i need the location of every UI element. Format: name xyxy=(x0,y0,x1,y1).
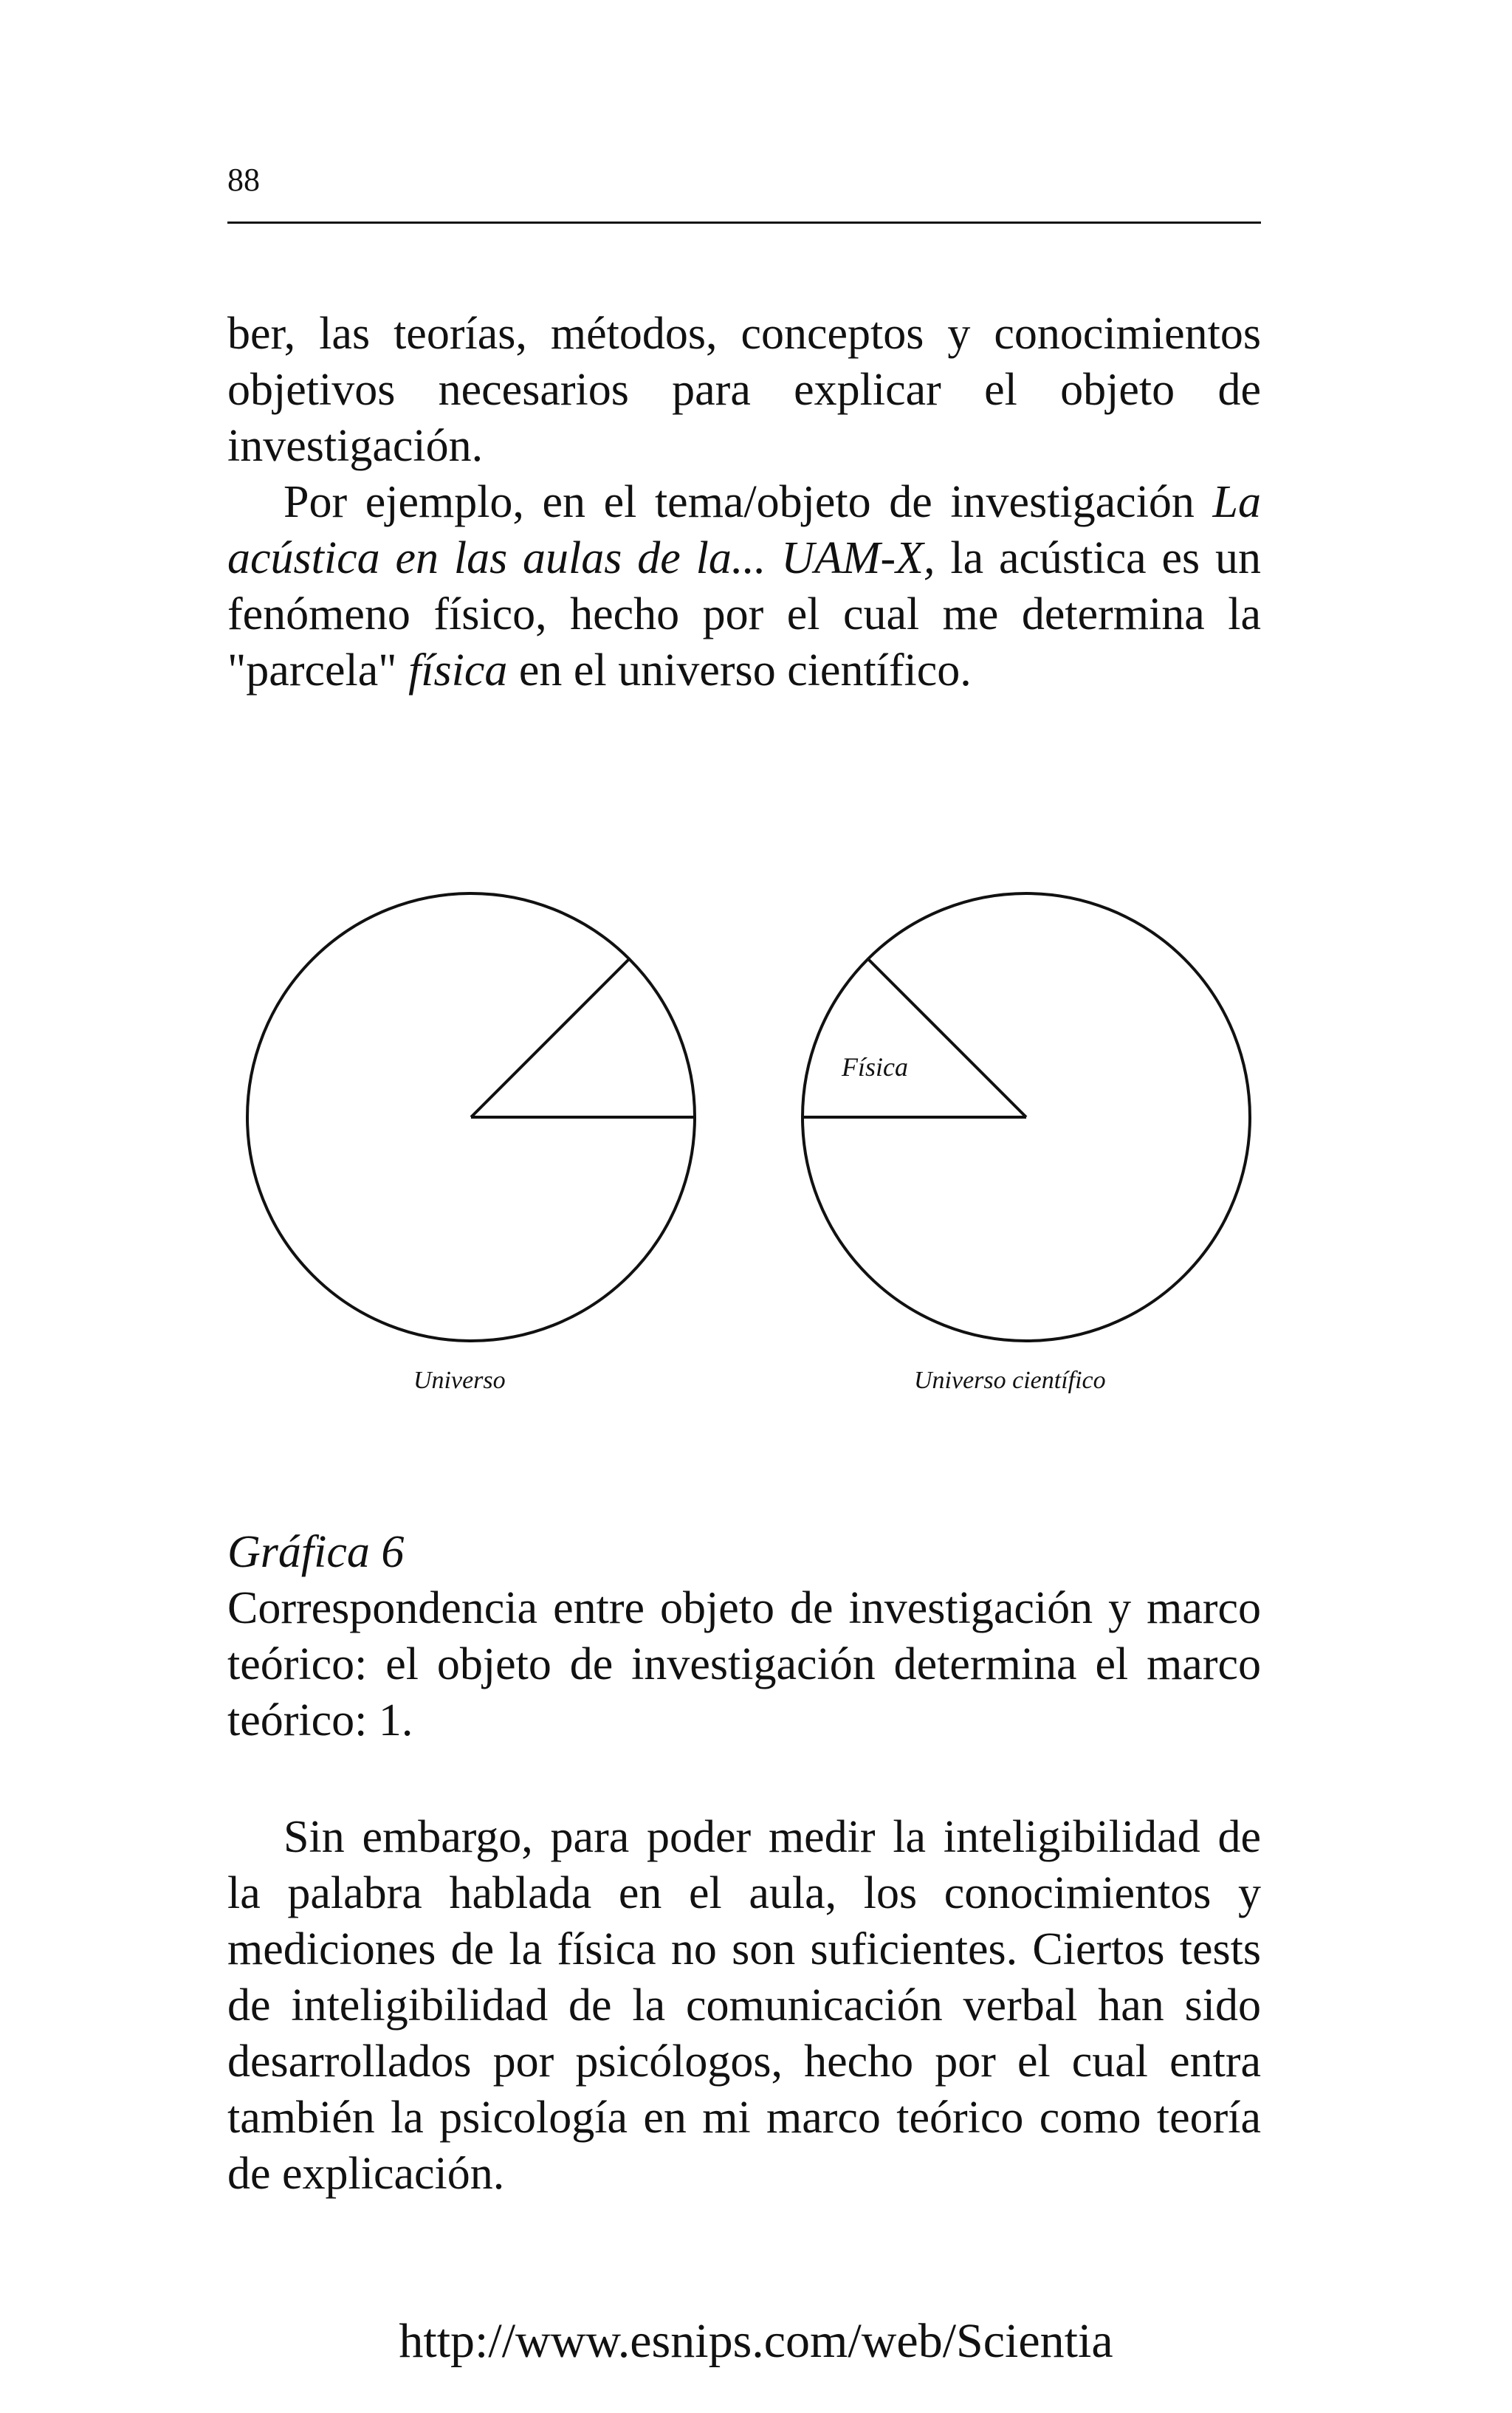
paragraph-3: Sin embargo, para poder medir la inteligibilidad de la palabra hablada en el aula, los conocimientos y mediciones de la física no son suficientes. Ciertos tests de inteligibilidad de la comunicación verbal han sido desarrollados por psicólogos, hecho por el cual entra también la psicología en mi marco teórico como teoría de explicación. xyxy=(227,1812,1261,2199)
paragraph-2 xyxy=(227,474,1261,698)
figure-caption xyxy=(227,1524,1261,1748)
physics-slice-label: Física xyxy=(842,1052,908,1082)
paragraph-2-middle: la acústica es un fenómeno físico, hecho por el cual me determina la "parcela" xyxy=(227,533,1261,696)
figure-universe-diagram xyxy=(0,871,1512,1403)
paragraph-2-italic-title: La acústica en las aulas de la... UAM-X, xyxy=(227,477,1261,583)
universe-label: Universo xyxy=(413,1367,506,1394)
paragraph-2-suffix: en el universo científico. xyxy=(507,645,972,696)
caption-text: Correspondencia entre objeto de investigación y marco teórico: el objeto de investigación determina el marco teórico: 1. xyxy=(227,1583,1261,1746)
paragraph-2-italic-word: física xyxy=(408,645,508,696)
scientific-universe-label: Universo científico xyxy=(914,1367,1106,1394)
universe-slice-edge-diagonal xyxy=(471,959,629,1117)
diagram-svg xyxy=(0,871,1512,1403)
header-rule xyxy=(227,222,1261,224)
footer-url: http://www.esnips.com/web/Scientia xyxy=(399,2314,1113,2368)
physics-slice-edge-diagonal xyxy=(868,959,1026,1117)
body-text-bottom xyxy=(227,1809,1261,2202)
page-number: 88 xyxy=(227,162,260,198)
body-text-top xyxy=(227,306,1261,698)
caption-title: Gráfica 6 xyxy=(227,1527,405,1577)
paragraph-1: ber, las teorías, métodos, conceptos y conocimientos objetivos necesarios para explicar el objeto de investigación. xyxy=(227,309,1261,471)
paragraph-2-prefix: Por ejemplo, en el tema/objeto de investigación xyxy=(284,477,1213,527)
